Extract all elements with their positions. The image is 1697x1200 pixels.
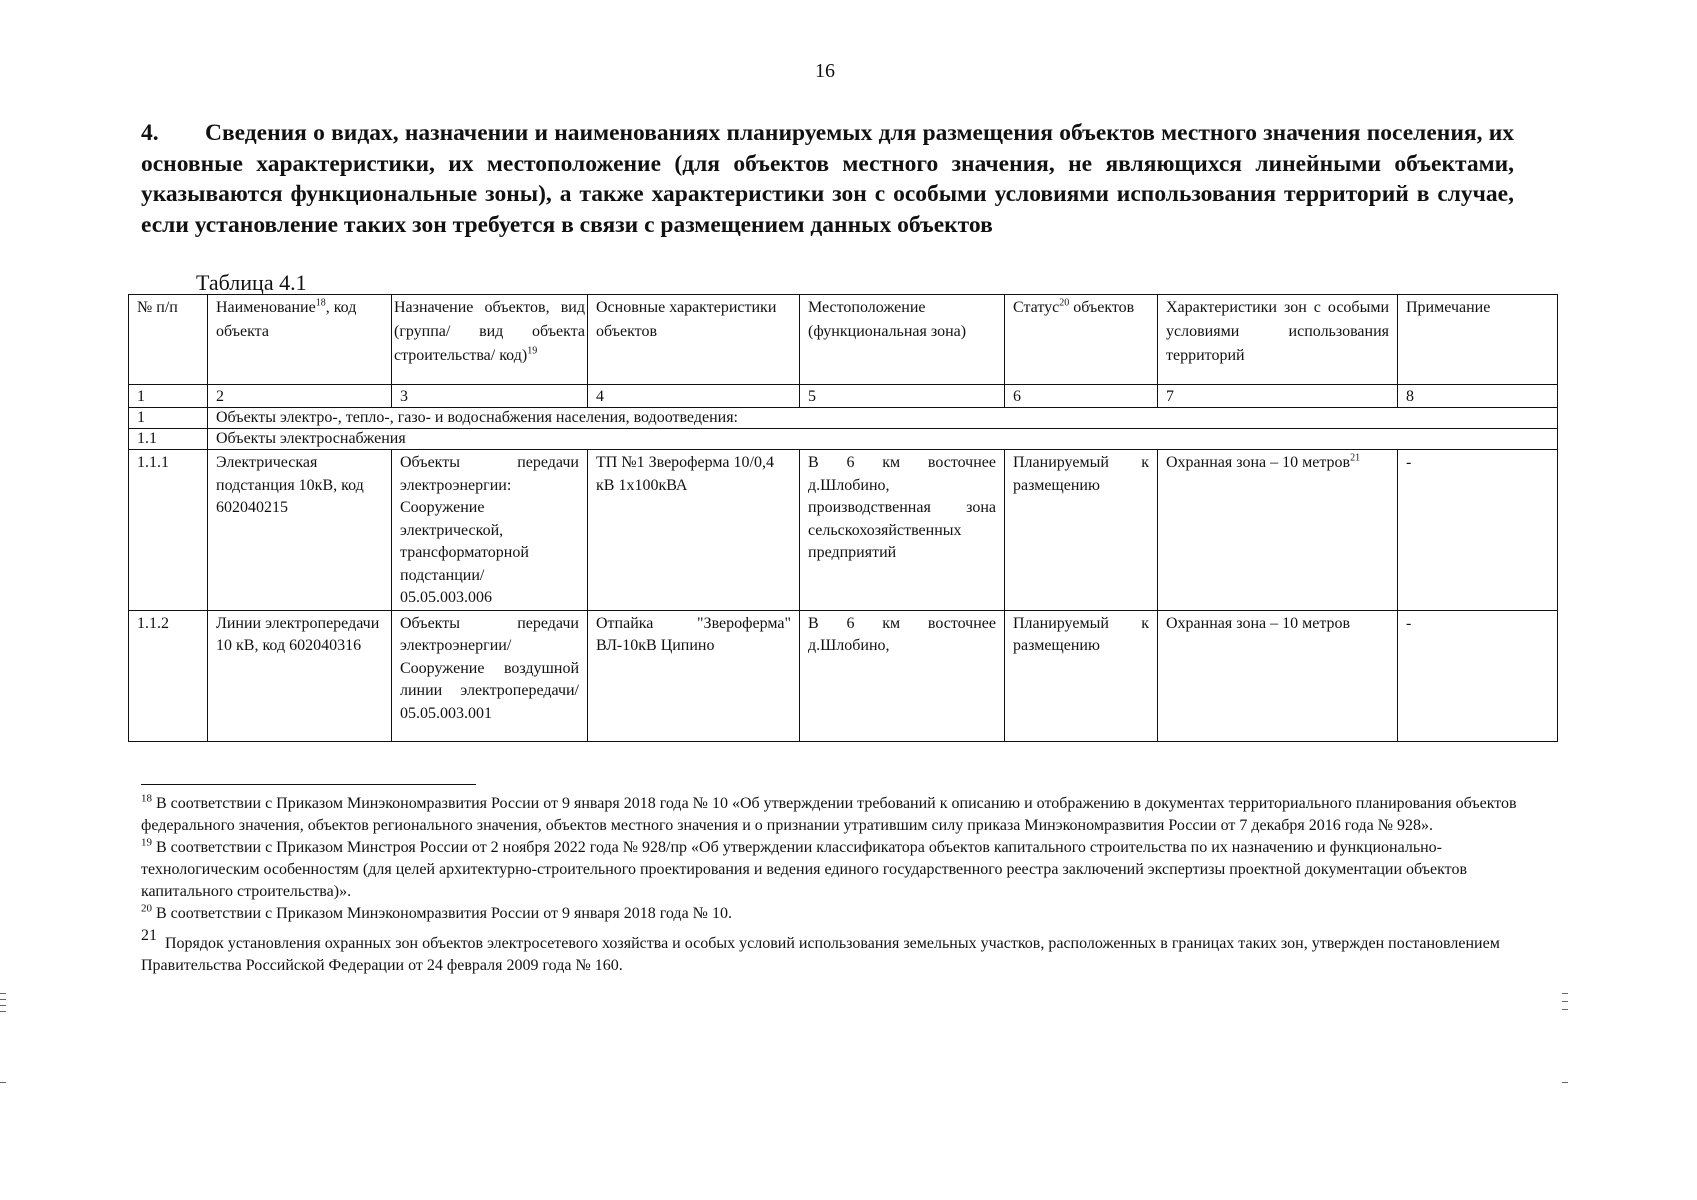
footnote [141,837,1521,903]
scan-mark [0,1011,6,1012]
row-characteristics: ТП №1 Звероферма 10/0,4 кВ 1х100кВА [588,450,800,611]
footnote-text: В соответствии с Приказом Минэкономразвития России от 9 января 2018 года № 10. [156,905,732,922]
row-zones-text: Охранная зона – 10 метров [1166,454,1351,471]
col-number: 6 [1005,385,1158,408]
section-row [129,408,1558,429]
footnote-text: Порядок установления охранных зон объектов электросетевого хозяйства и особых условий использования земельных участков, расположенных в границах таких зон, утвержден постановлением Правительства Российской Федерации от 24 февраля 2009 года № 160. [141,935,1500,974]
row-location: В 6 км восточнее д.Шлобино, [800,610,1005,741]
subsection-number: 1.1 [129,429,208,450]
row-zones [1158,450,1398,611]
footnote [141,927,1521,977]
footnote-text: В соответствии с Приказом Минстроя России от 2 ноября 2022 года № 928/пр «Об утверждении классификатора объектов капитального строительства по их назначению и функционально-технологическим особенностям (для целей архитектурно-строительного проектирования и ведения единого государственного реестра заключений экспертизы проектной документации объектов капитального строительства)». [141,839,1468,900]
header-name-tail: , код объекта [216,299,357,340]
header-status-sup: 20 [1059,297,1070,309]
row-status: Планируемый к размещению [1005,450,1158,611]
header-purpose [392,295,588,385]
section-heading [141,118,1514,240]
row-location: В 6 км восточнее д.Шлобино, производственная зона сельскохозяйственных предприятий [800,450,1005,611]
col-number: 7 [1158,385,1398,408]
col-number: 4 [588,385,800,408]
section-title: Объекты электро-, тепло-, газо- и водоснабжения населения, водоотведения: [208,408,1558,429]
objects-table [128,294,1558,742]
table-row [129,610,1558,741]
row-note: - [1398,450,1558,611]
page-number: 16 [815,60,835,82]
header-num: № п/п [129,295,208,385]
section-heading-text: Сведения о видах, назначении и наименованиях планируемых для размещения объектов местного значения поселения, их основные характеристики, их местоположение (для объектов местного значения, не являющихся линейными объектами, указываются функциональные зоны), а также характеристики зон с особыми условиями использования территорий в случае, если установление таких зон требуется в связи с размещением данных объектов [141,120,1514,238]
section-number: 1 [129,408,208,429]
header-name [208,295,392,385]
header-status [1005,295,1158,385]
row-number: 1.1.2 [129,610,208,741]
footnote [141,793,1521,837]
footnotes [141,793,1521,977]
row-status: Планируемый к размещению [1005,610,1158,741]
scan-mark [1562,1082,1568,1083]
table-caption: Таблица 4.1 [196,270,307,295]
row-zones: Охранная зона – 10 метров [1158,610,1398,741]
scan-mark [1562,1001,1568,1002]
column-numbers-row [129,385,1558,408]
scan-mark [0,1082,6,1083]
header-status-text: Статус [1013,299,1060,316]
subsection-title: Объекты электроснабжения [208,429,1558,450]
footnote [141,903,1521,925]
header-purpose-sup: 19 [527,345,538,357]
row-characteristics: Отпайка "Звероферма" ВЛ-10кВ Ципино [588,610,800,741]
header-name-text: Наименование [216,299,316,316]
col-number: 1 [129,385,208,408]
header-note: Примечание [1398,295,1558,385]
header-status-tail: объектов [1069,299,1135,316]
scan-mark [1562,993,1568,994]
footnote-number: 19 [141,836,152,849]
scan-mark [0,999,6,1000]
row-note: - [1398,610,1558,741]
row-number: 1.1.1 [129,450,208,611]
footnote-separator [141,784,476,785]
row-name: Электрическая подстанция 10кВ, код 602040215 [208,450,392,611]
header-characteristics: Основные характеристики объектов [588,295,800,385]
header-name-sup: 18 [315,297,326,309]
row-name: Линии электропередачи 10 кВ, код 602040316 [208,610,392,741]
footnote-number: 20 [141,902,152,915]
scan-mark [0,993,6,994]
section-heading-number: 4. [141,120,159,146]
subsection-row [129,429,1558,450]
scan-mark [0,1005,6,1006]
col-number: 2 [208,385,392,408]
row-purpose: Объекты передачи электроэнергии/ Сооружение воздушной линии электропередачи/ 05.05.003.001 [392,610,588,741]
footnote-number: 21 [141,927,157,944]
scan-mark [1562,1009,1568,1010]
header-purpose-text: Назначение объектов, вид (группа/ вид объекта строительства/ код) [394,299,585,364]
row-zones-sup: 21 [1350,452,1361,464]
header-location: Местоположение (функциональная зона) [800,295,1005,385]
col-number: 5 [800,385,1005,408]
footnote-number: 18 [141,792,152,805]
col-number: 3 [392,385,588,408]
table-header-row [129,295,1558,385]
row-purpose: Объекты передачи электроэнергии: Сооружение электрической, трансформаторной подстанции/ 05.05.003.006 [392,450,588,611]
header-zones: Характеристики зон с особыми условиями использования территорий [1158,295,1398,385]
table-row [129,450,1558,611]
footnote-text: В соответствии с Приказом Минэкономразвития России от 9 января 2018 года № 10 «Об утверждении требований к описанию и отображению в документах территориального планирования объектов федерального значения, объектов регионального значения, объектов местного значения и о признании утратившим силу приказа Минэкономразвития России от 7 декабря 2016 года № 928». [141,795,1517,834]
col-number: 8 [1398,385,1558,408]
